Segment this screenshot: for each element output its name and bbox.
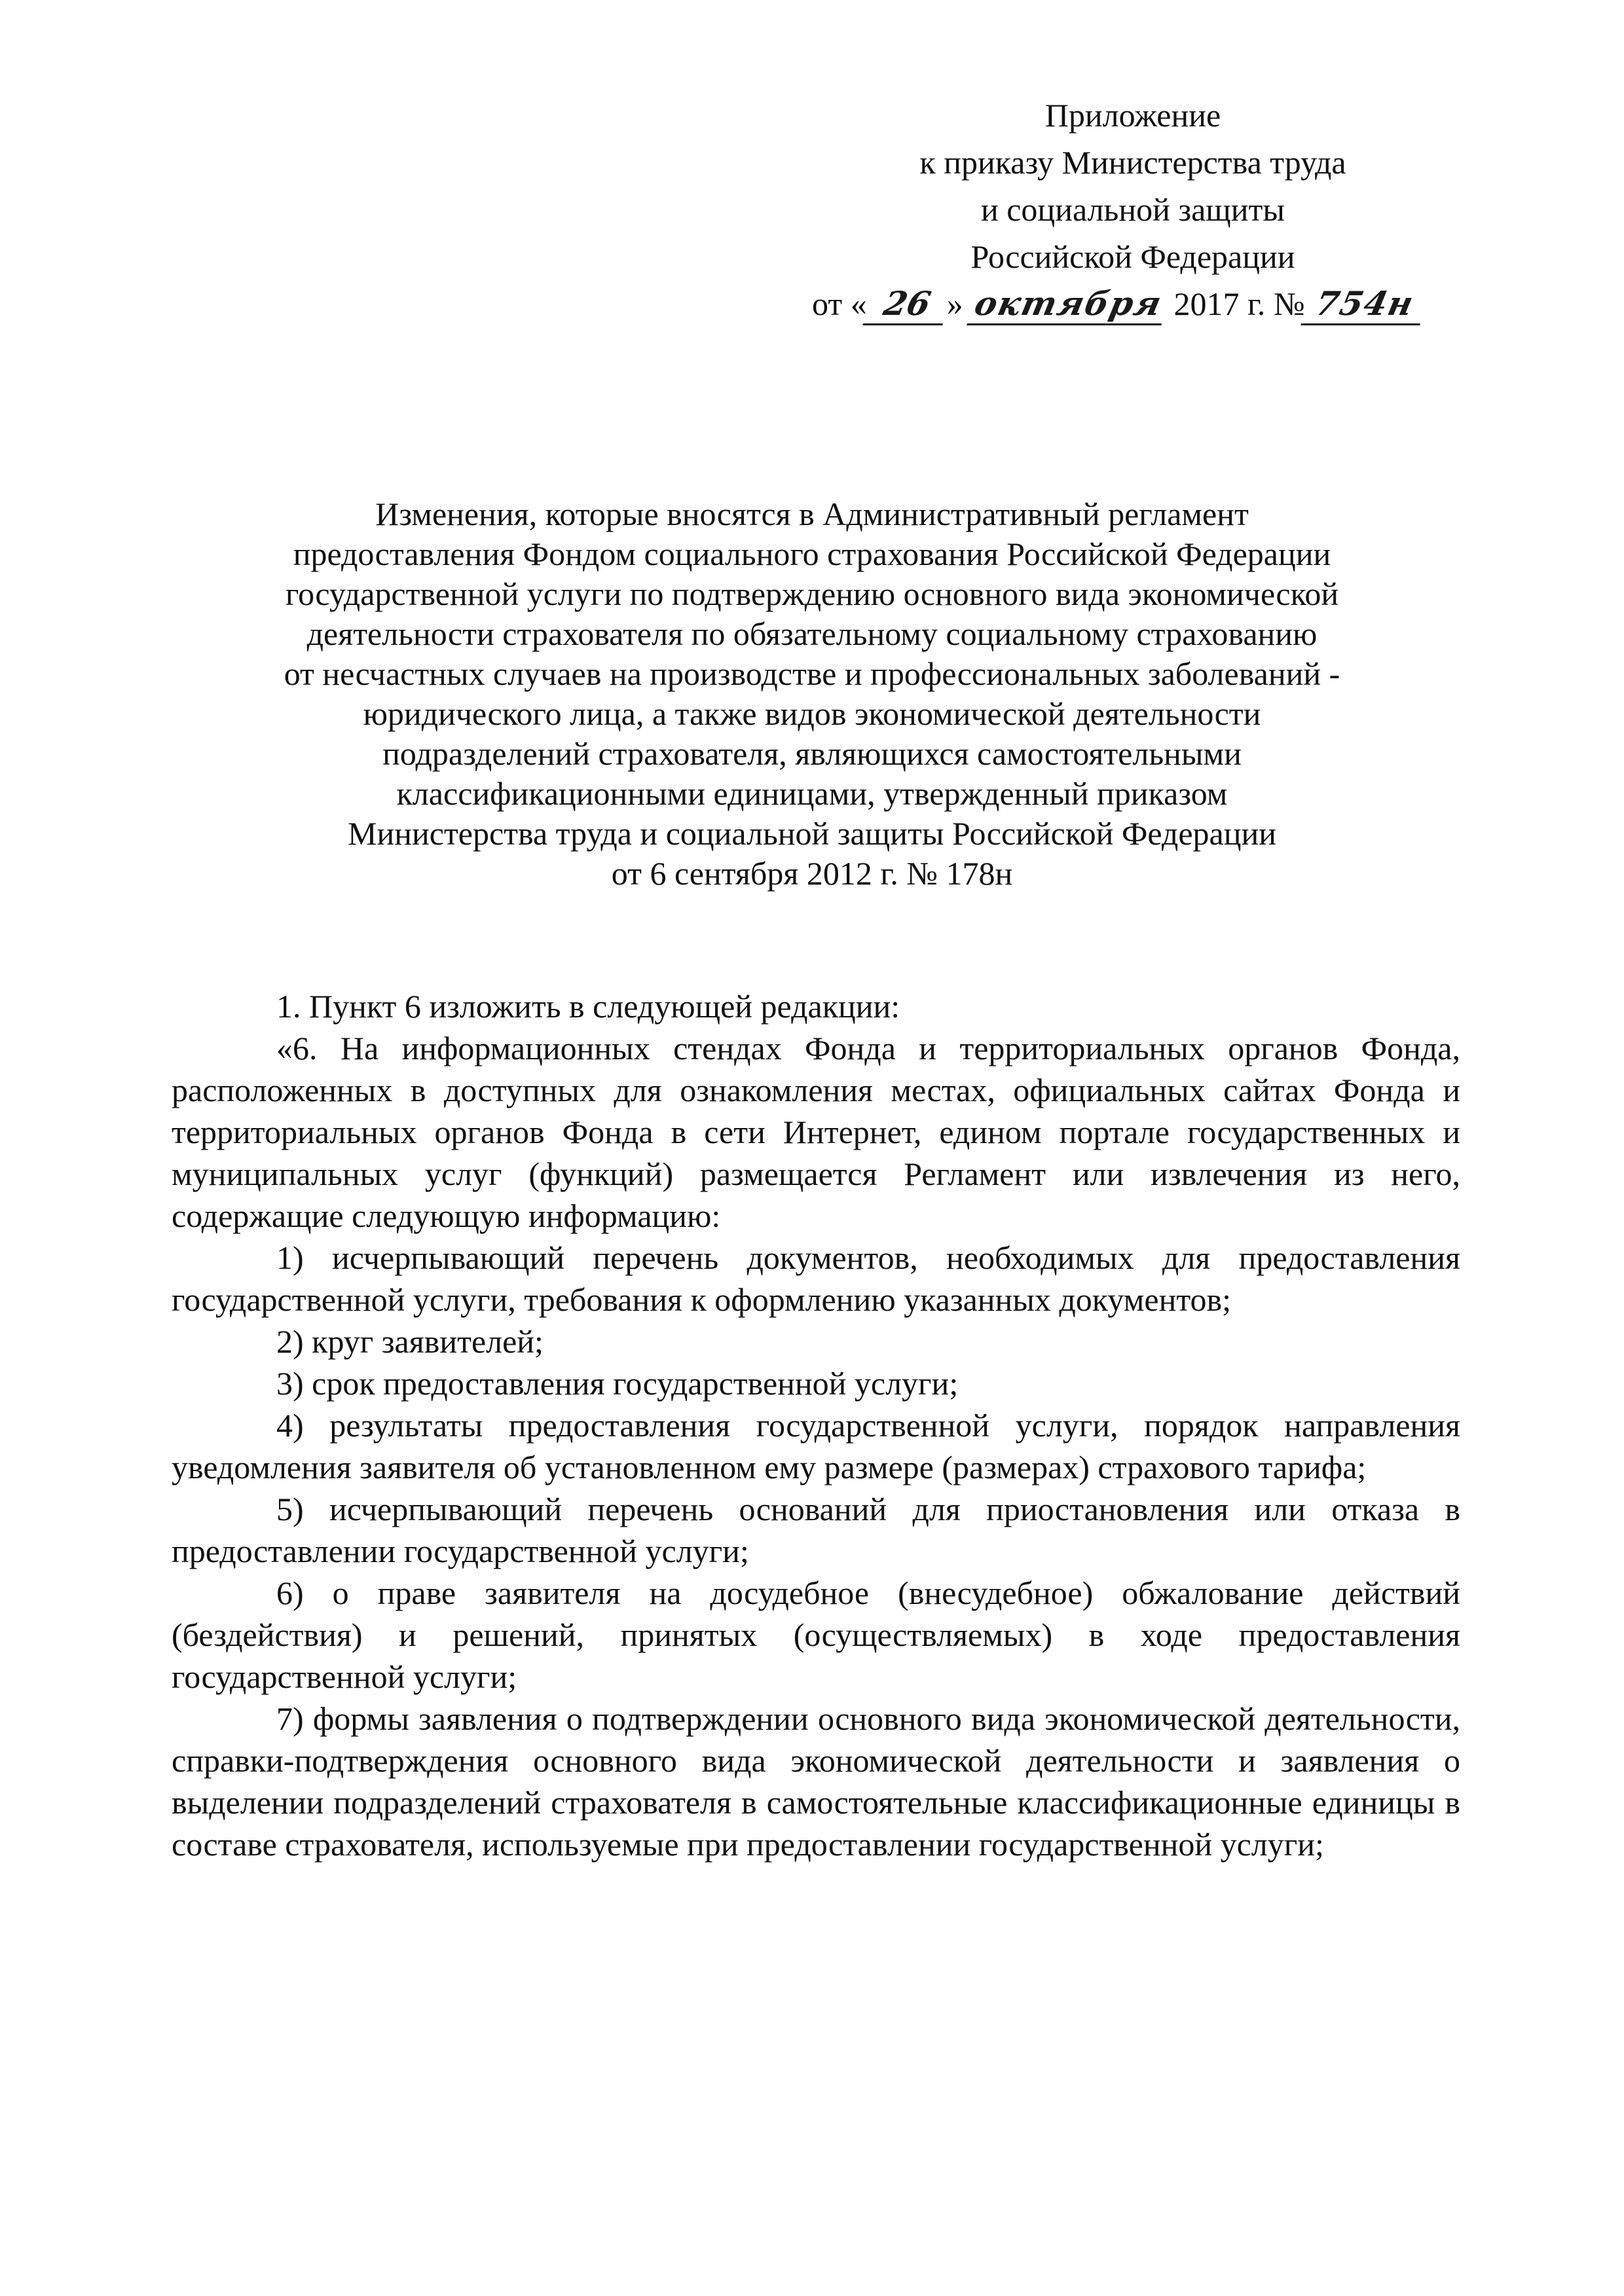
list-item-4: 4) результаты предоставления государственной услуги, порядок направления уведомления заявителя об установленном ему размере (размерах) страхового тарифа; (172, 1407, 1460, 1485)
title-line: от 6 сентября 2012 г. № 178н (611, 855, 1013, 892)
date-year: 2017 г. № (1173, 285, 1305, 322)
handwritten-day: 26 (862, 284, 951, 325)
title-line: Министерства труда и социальной защиты Российской Федерации (348, 815, 1276, 852)
appendix-label: Приложение (1044, 97, 1221, 134)
list-item-3: 3) срок предоставления государственной услуги; (276, 1365, 959, 1402)
title-line: государственной услуги по подтверждению основного вида экономической (285, 575, 1339, 612)
list-item-7: 7) формы заявления о подтверждении основного вида экономической деятельности, справки-подтверждения основного вида экономической деятельности и заявления о выделении подразделений страхователя в самостоятельные классификационные единицы в составе страхователя, используемые при предоставлении государственной услуги; (172, 1700, 1460, 1863)
document-body (172, 985, 1460, 1865)
date-prefix: от « (812, 285, 867, 322)
appendix-federation-line: Российской Федерации (970, 238, 1295, 275)
list-item-2: 2) круг заявителей; (276, 1323, 544, 1360)
appendix-order-line: к приказу Министерства труда (919, 144, 1346, 181)
paragraph-item-1-intro: 1. Пункт 6 изложить в следующей редакции: (276, 988, 900, 1025)
title-line: от несчастных случаев на производстве и профессиональных заболеваний - (284, 655, 1340, 692)
appendix-header (786, 92, 1480, 327)
title-line: классификационными единицами, утвержденный приказом (396, 775, 1228, 812)
title-line: юридического лица, а также видов экономической деятельности (363, 695, 1261, 732)
paragraph-clause-6: «6. На информационных стендах Фонда и территориальных органов Фонда, расположенных в доступных для ознакомления местах, официальных сайтах Фонда и территориальных органов Фонда в сети Интернет, едином портале государственных и муниципальных услуг (функций) размещается Регламент или извлечения из него, содержащие следующую информацию: (172, 1030, 1460, 1234)
appendix-date-line (786, 280, 1480, 327)
list-item-1: 1) исчерпывающий перечень документов, необходимых для предоставления государственной услуги, требования к оформлению указанных документов; (172, 1239, 1460, 1318)
appendix-ministry-line: и социальной защиты (980, 191, 1285, 228)
date-mid: » (946, 285, 963, 322)
title-line: подразделений страхователя, являющихся самостоятельными (382, 735, 1242, 772)
handwritten-month: октября (967, 284, 1170, 325)
list-item-5: 5) исчерпывающий перечень оснований для приостановления или отказа в предоставлении государственной услуги; (172, 1491, 1460, 1569)
title-line: Изменения, которые вносятся в Административный регламент (375, 496, 1249, 532)
title-line: деятельности страхователя по обязательному социальному страхованию (306, 615, 1318, 652)
title-line: предоставления Фондом социального страхования Российской Федерации (293, 536, 1331, 572)
handwritten-order-number: 754н (1301, 284, 1428, 325)
list-item-6: 6) о праве заявителя на досудебное (внесудебное) обжалование действий (бездействия) и решений, принятых (осуществляемых) в ходе предоставления государственной услуги; (172, 1575, 1460, 1695)
document-title (151, 494, 1473, 894)
